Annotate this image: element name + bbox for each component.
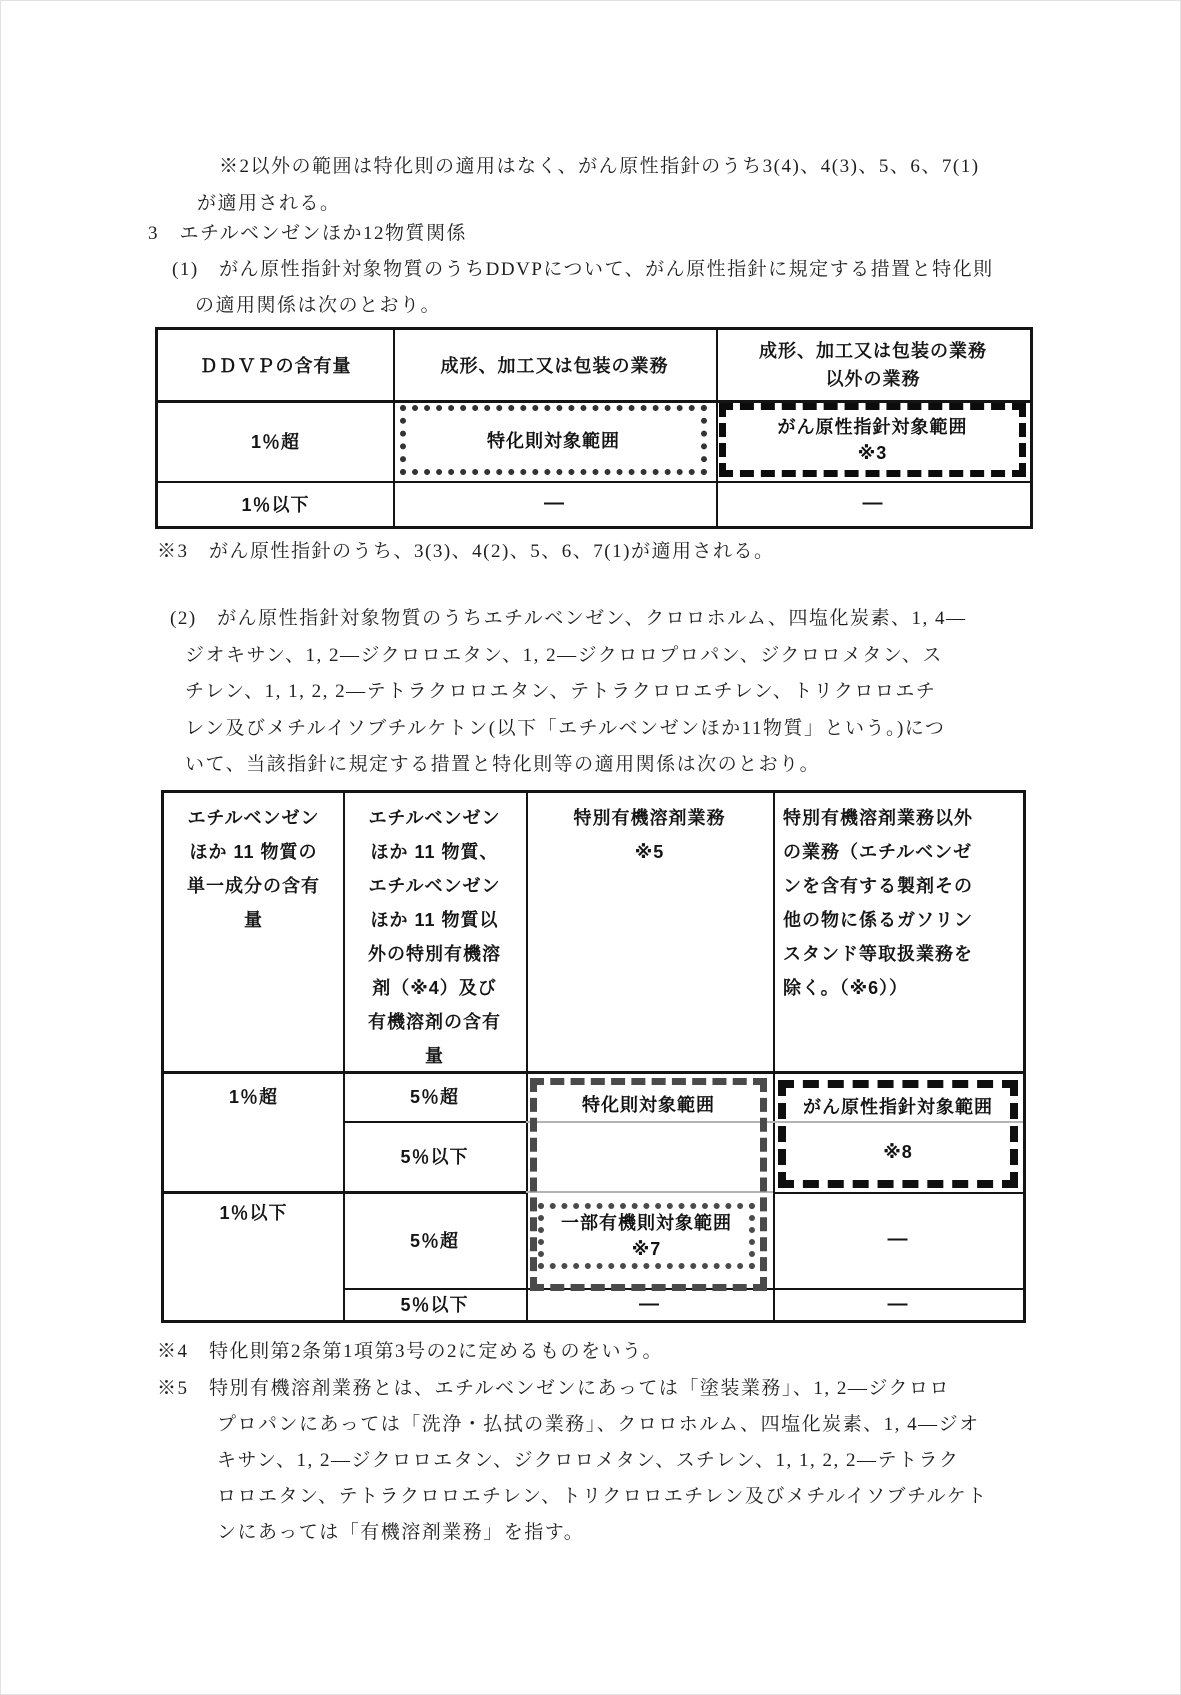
table-ethylbenzene bbox=[161, 790, 1026, 1323]
table2-h2-line: ほか 11 物質、 bbox=[370, 842, 499, 862]
intro-note-line2: が適用される。 bbox=[197, 193, 341, 214]
table2-h2-line: 外の特別有機溶 bbox=[368, 944, 501, 964]
tokkasoku-scope-label-2: 特化則対象範囲 bbox=[582, 1095, 715, 1115]
note-4: ※4 特化則第2条第1項第3号の2に定めるものをいう。 bbox=[157, 1341, 664, 1362]
table2-cell-over5pct-b: 5％超 bbox=[409, 1230, 459, 1251]
tokkasoku-scope-label: 特化則対象範囲 bbox=[487, 431, 620, 451]
gansei-scope-note-ref-2: ※8 bbox=[883, 1141, 913, 1162]
table2-header-solvent-content bbox=[343, 793, 526, 1071]
gansei-scope-note-ref-1: ※3 bbox=[857, 443, 888, 463]
table2-h1-line: 量 bbox=[244, 910, 263, 930]
table2-cell-over5pct-a: 5％超 bbox=[409, 1087, 459, 1107]
note-5-line1: ※5 特別有機溶剤業務とは、エチルベンゼンにあっては「塗装業務」、1, 2―ジクロロ bbox=[157, 1378, 950, 1399]
note-5-line3: キサン、1, 2―ジクロロエタン、ジクロロメタン、スチレン、1, 1, 2, 2―テトラク bbox=[217, 1450, 960, 1471]
table-ddvp-header-molding: 成形、加工又は包装の業務 bbox=[440, 356, 669, 376]
table2-cell-dash3: ― bbox=[887, 1292, 909, 1315]
table2-header-other-work bbox=[773, 793, 1023, 1071]
table2-h4-line: ンを含有する製剤その bbox=[783, 876, 973, 896]
table2-h2-line: ほか 11 物質以 bbox=[370, 910, 499, 930]
note-3: ※3 がん原性指針のうち、3(3)、4(2)、5、6、7(1)が適用される。 bbox=[157, 541, 775, 562]
table-ddvp-header-other-line1: 成形、加工又は包装の業務 bbox=[759, 341, 987, 361]
table-ddvp-cell-dash1: ― bbox=[544, 492, 565, 514]
table2-h2-line: エチルベンゼン bbox=[368, 876, 501, 896]
table2-h4-line: 特別有機溶剤業務以外 bbox=[783, 808, 973, 828]
table-ddvp-cell-under1pct: 1％以下 bbox=[241, 494, 310, 515]
item2-line4: レン及びメチルイソブチルケトン(以下「エチルベンゼンほか11物質」という。)につ bbox=[185, 718, 946, 739]
gansei-scope-box-1 bbox=[719, 403, 1026, 477]
table2-cell-dash2: ― bbox=[639, 1292, 660, 1315]
table2-cell-dash1: ― bbox=[887, 1228, 909, 1250]
table2-h2-line: エチルベンゼン bbox=[368, 808, 501, 828]
tokkasoku-scope-box bbox=[400, 405, 707, 475]
table-ddvp-header-content: ＤＤＶＰの含有量 bbox=[199, 356, 352, 376]
table2-h3-line: 特別有機溶剤業務 bbox=[573, 808, 726, 828]
gansei-scope-label-1: がん原性指針対象範囲 bbox=[777, 417, 968, 437]
table-ddvp-cell-over1pct: 1％超 bbox=[250, 431, 300, 452]
table-ddvp-header-other-line2: 以外の業務 bbox=[825, 369, 921, 389]
table2-cell-under5pct-b: 5％以下 bbox=[400, 1295, 469, 1315]
table-ddvp-cell-dash2: ― bbox=[862, 492, 884, 514]
table2-h2-line: 有機溶剤の含有 bbox=[368, 1012, 501, 1032]
intro-note-line1: ※2以外の範囲は特化則の適用はなく、がん原性指針のうち3(4)、4(3)、5、6、7(1) bbox=[219, 156, 980, 177]
yukisoku-partial-note-ref: ※7 bbox=[631, 1239, 662, 1259]
table2-h1-line: エチルベンゼン bbox=[187, 808, 320, 828]
yukisoku-partial-scope-box bbox=[538, 1203, 755, 1269]
table2-header-single-content bbox=[164, 793, 343, 1071]
gansei-scope-label-2: がん原性指針対象範囲 bbox=[803, 1097, 993, 1117]
table2-h4-line: の業務（エチルベンゼ bbox=[783, 842, 973, 862]
item2-line5: いて、当該指針に規定する措置と特化則等の適用関係は次のとおり。 bbox=[185, 754, 821, 775]
item2-line2: ジオキサン、1, 2―ジクロロエタン、1, 2―ジクロロプロパン、ジクロロメタン、ス bbox=[185, 645, 943, 666]
table2-h4-line: スタンド等取扱業務を bbox=[783, 944, 973, 964]
gansei-scope-box-2 bbox=[778, 1080, 1018, 1188]
note-5-line5: ンにあっては「有機溶剤業務」を指す。 bbox=[217, 1522, 585, 1543]
table2-h4-line: 除く。（※6）） bbox=[783, 978, 909, 998]
table-ddvp-header-other bbox=[716, 330, 1030, 400]
table2-h2-line: 量 bbox=[425, 1046, 444, 1066]
table2-cell-over1pct: 1％超 bbox=[228, 1087, 278, 1107]
item1-line2: の適用関係は次のとおり。 bbox=[195, 295, 442, 316]
note-5-line2: プロパンにあっては「洗浄・払拭の業務」、クロロホルム、四塩化炭素、1, 4―ジオ bbox=[217, 1414, 980, 1435]
table2-cell-under5pct-a: 5％以下 bbox=[400, 1147, 469, 1167]
note-5-line4: ロロエタン、テトラクロロエチレン、トリクロロエチレン及びメチルイソブチルケト bbox=[217, 1486, 988, 1507]
table2-h2-line: 剤（※4）及び bbox=[372, 978, 497, 998]
table2-h1-line: 単一成分の含有 bbox=[187, 876, 320, 896]
table2-cell-under1pct: 1％以下 bbox=[219, 1203, 288, 1223]
yukisoku-partial-label: 一部有機則対象範囲 bbox=[561, 1213, 732, 1233]
item2-line1: (2) がん原性指針対象物質のうちエチルベンゼン、クロロホルム、四塩化炭素、1, 4― bbox=[170, 608, 967, 629]
table2-h1-line: ほか 11 物質の bbox=[189, 842, 318, 862]
table2-h3-line: ※5 bbox=[634, 842, 665, 862]
table-ddvp bbox=[155, 327, 1033, 529]
item2-line3: チレン、1, 1, 2, 2―テトラクロロエタン、テトラクロロエチレン、トリクロロエチ bbox=[185, 681, 937, 702]
item1-line1: (1) がん原性指針対象物質のうちDDVPについて、がん原性指針に規定する措置と特化則 bbox=[172, 259, 994, 280]
section-heading: 3 エチルベンゼンほか12物質関係 bbox=[148, 223, 468, 244]
table2-header-special-work bbox=[526, 793, 773, 1071]
table2-h4-line: 他の物に係るガソリン bbox=[783, 910, 973, 930]
